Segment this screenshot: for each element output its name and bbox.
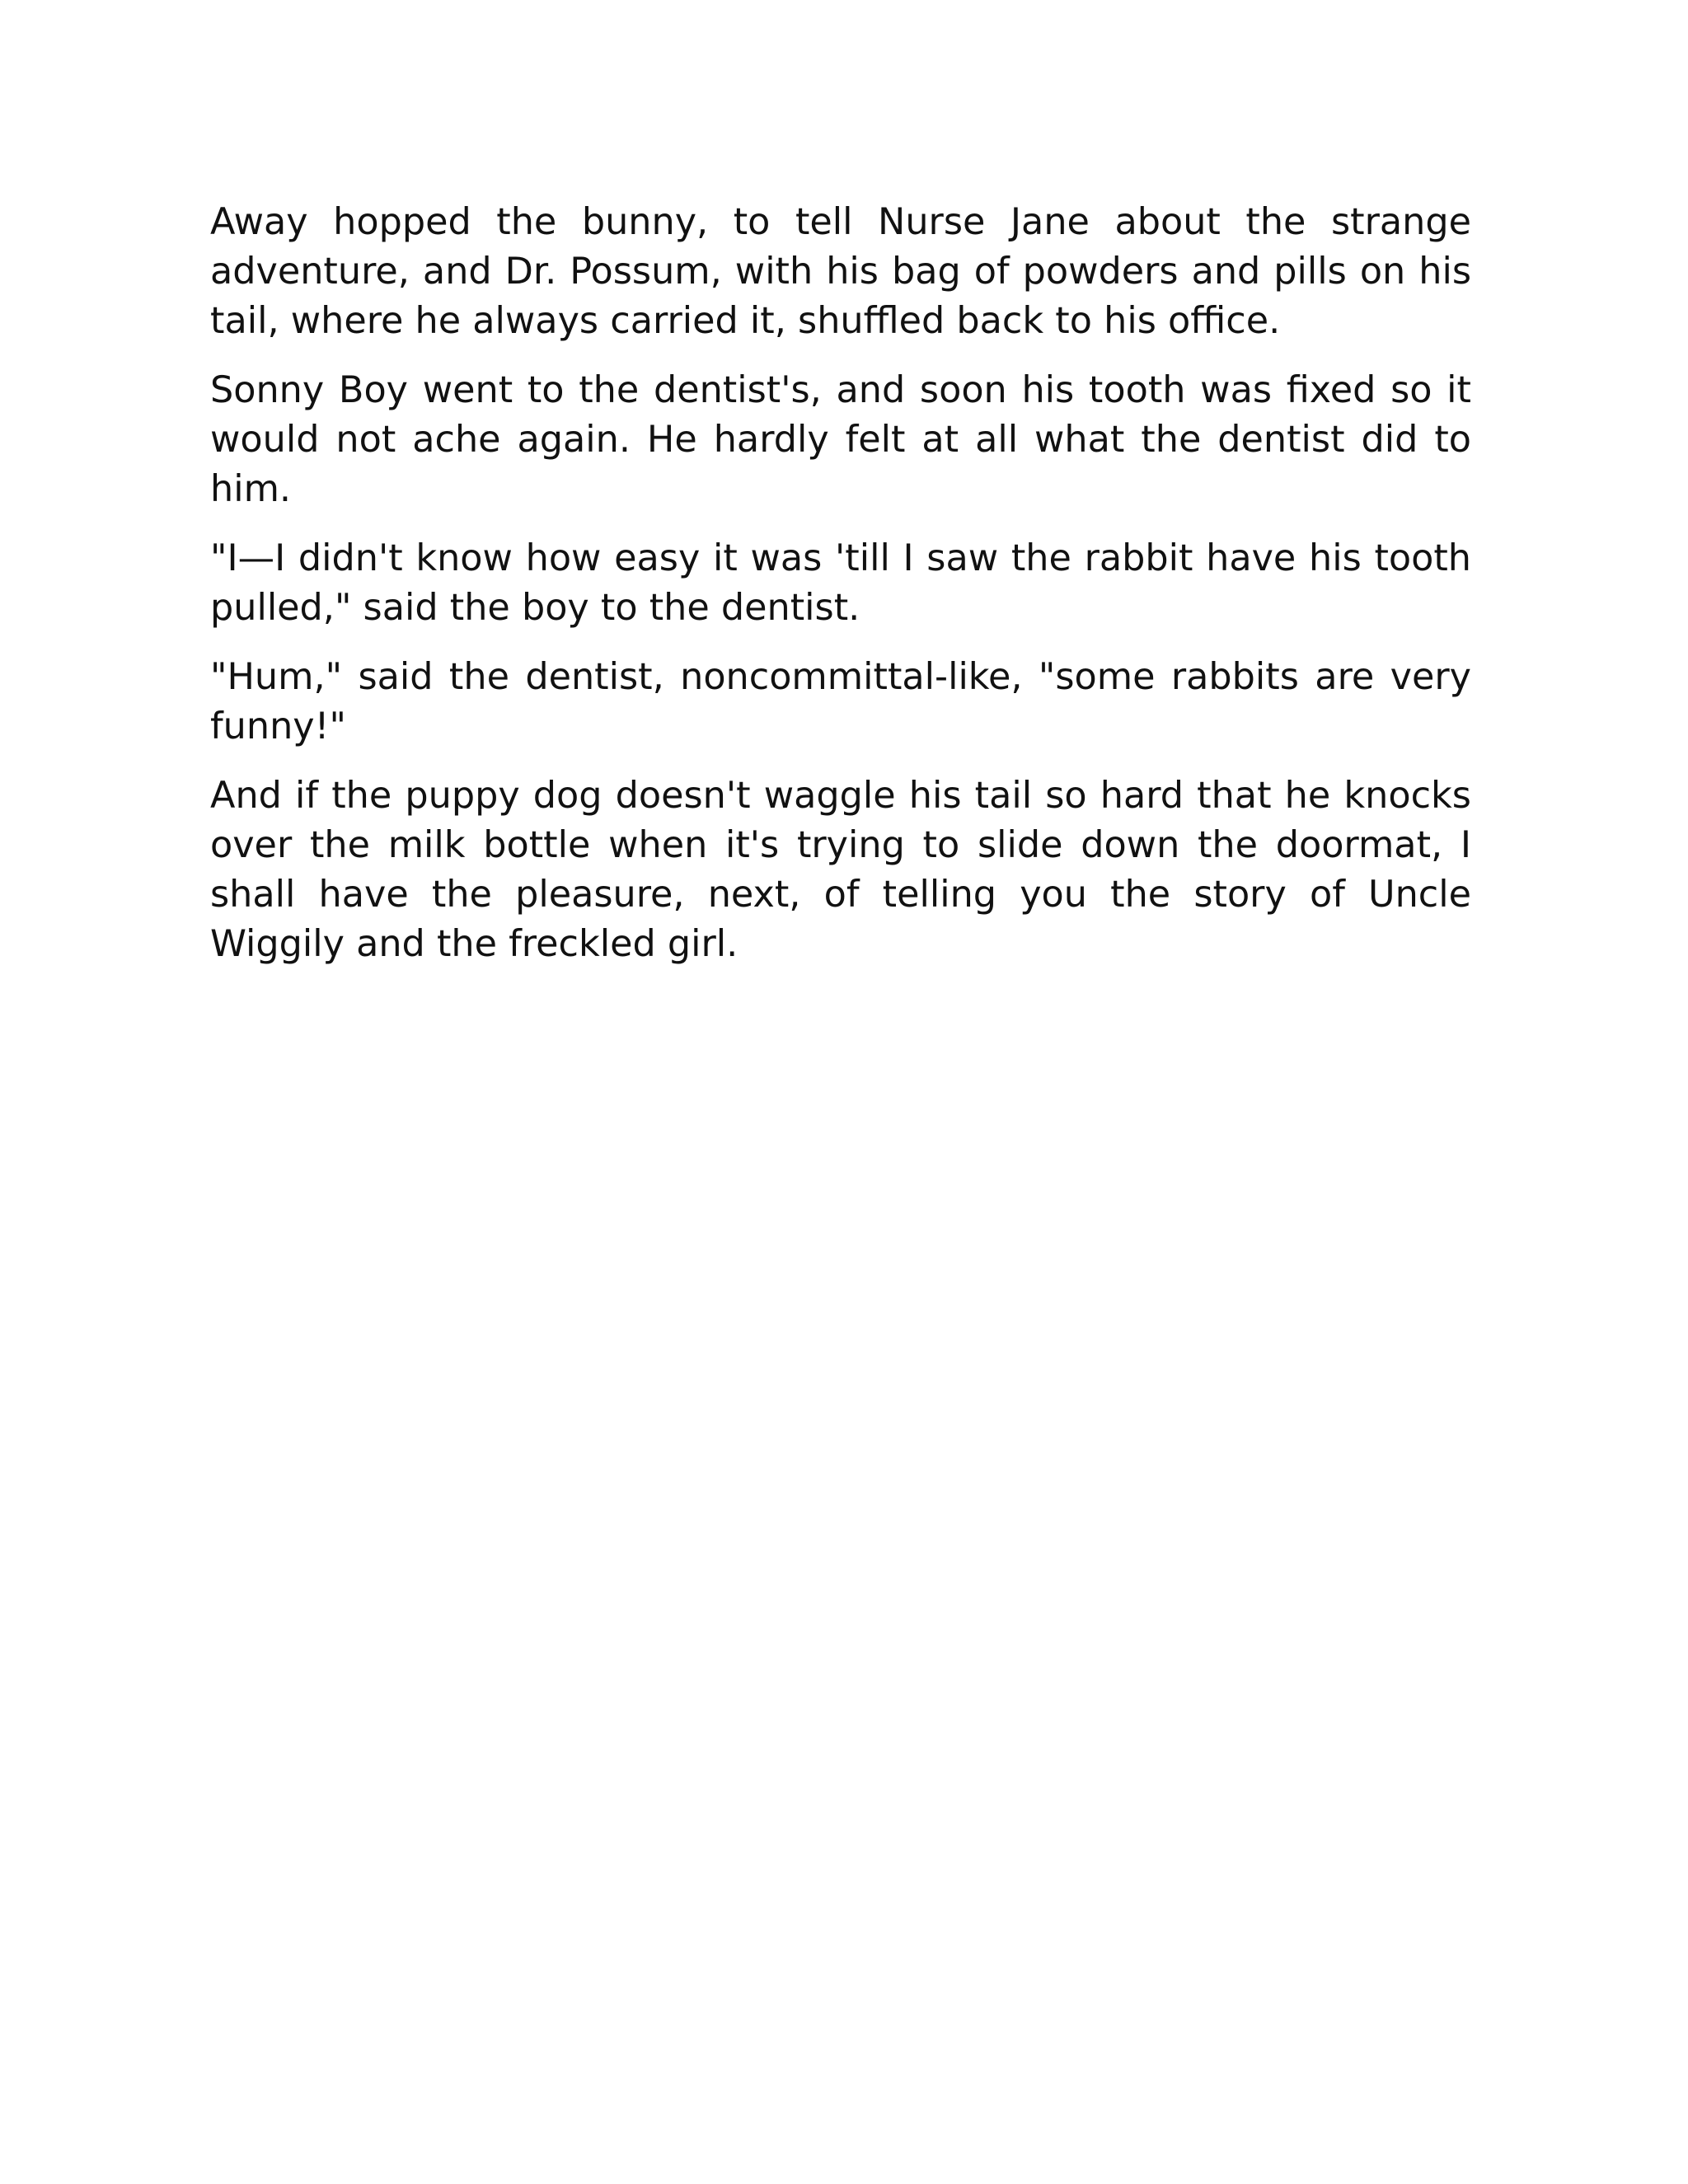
story-text <box>210 198 1471 989</box>
paragraph-2: Sonny Boy went to the dentist's, and soon his tooth was fixed so it would not ache again. He hardly felt at all what the dentist did to him. <box>210 369 1471 510</box>
paragraph-3: "I—I didn't know how easy it was 'till I saw the rabbit have his tooth pulled," said the boy to the dentist. <box>210 537 1471 629</box>
paragraph-5: And if the puppy dog doesn't waggle his tail so hard that he knocks over the milk bottle when it's trying to slide down the doormat, I shall have the pleasure, next, of telling you the story of Uncle Wiggily and the freckled girl. <box>210 775 1471 965</box>
paragraph-4: "Hum," said the dentist, noncommittal-like, "some rabbits are very funny!" <box>210 656 1471 748</box>
paragraph-1: Away hopped the bunny, to tell Nurse Jane about the strange adventure, and Dr. Possum, with his bag of powders and pills on his tail, where he always carried it, shuffled back to his office. <box>210 201 1471 342</box>
